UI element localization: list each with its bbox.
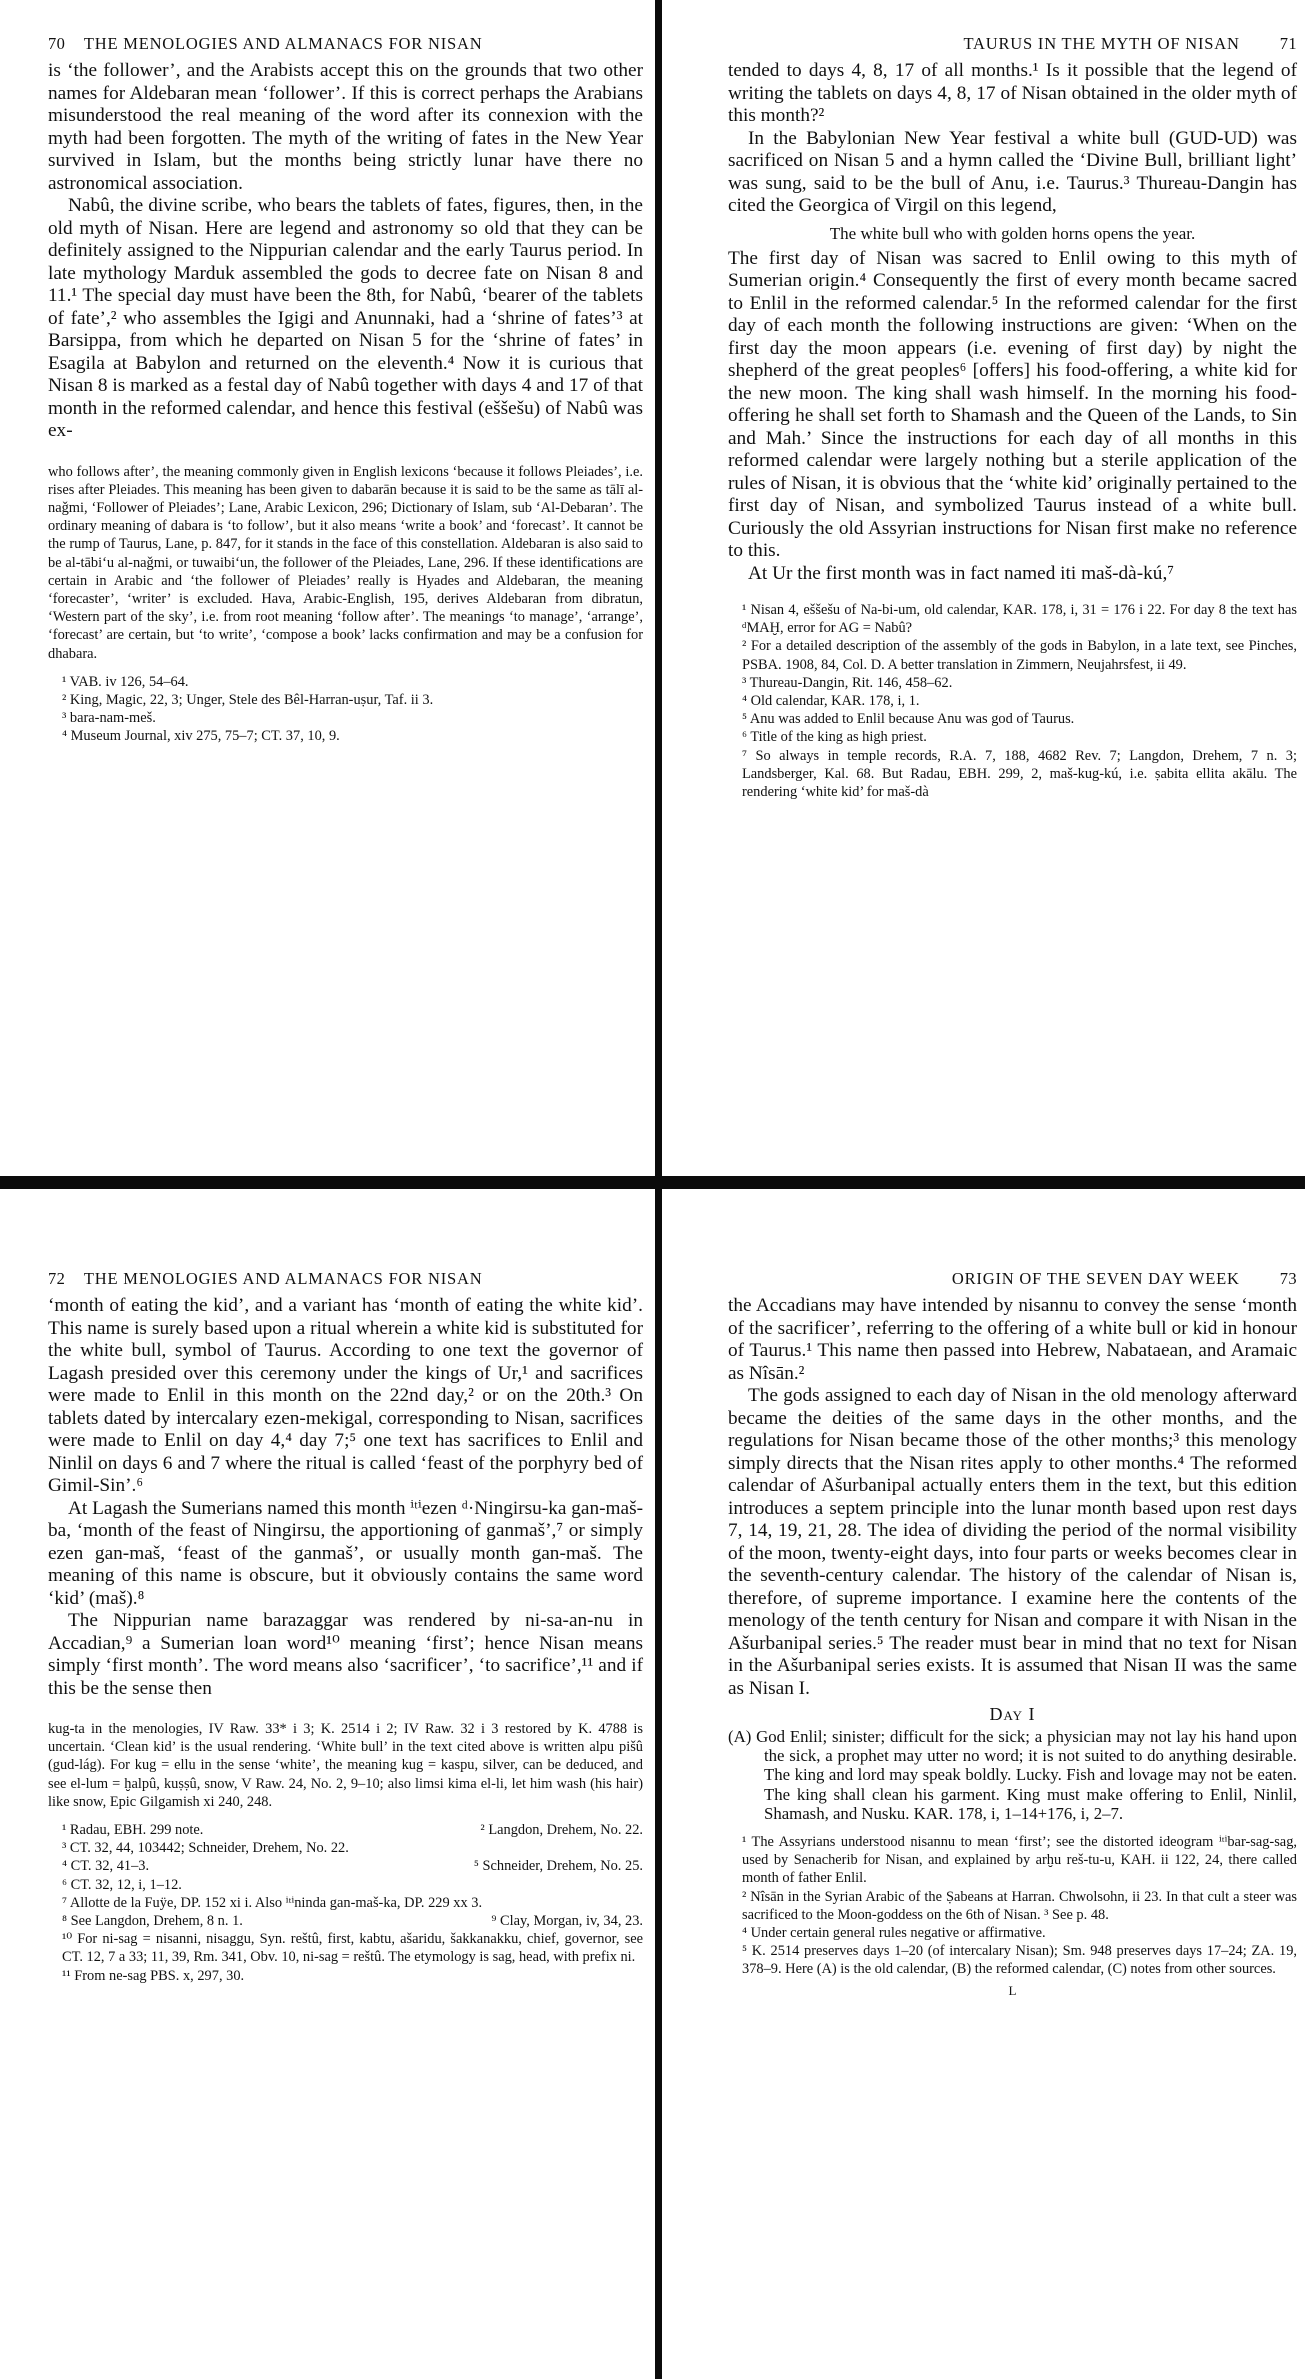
footnote: ¹ Radau, EBH. 299 note. [62,1822,204,1839]
footnotes [48,1821,643,1985]
footnote: ⁷ So always in temple records, R.A. 7, 188, 4682 Rev. 7; Langdon, Drehem, 7 n. 3; Landsberger, Kal. 68. But Radau, EBH. 299, 2, maš-kug-kú, i.e. ṣabita ellita akālu. The rendering ‘white kid’ for maš-dà [742,747,1297,801]
paragraph: At Ur the first month was in fact named iti maš-dà-kú,⁷ [748,562,1174,584]
paragraph: The first day of Nisan was sacred to Enlil owing to this myth of Sumerian origin.⁴ Consequently the first of every month became sacred to Enlil in the reformed calendar.⁵ In the reformed calendar for the first day of each month the following instructions are given: ‘When on the first day the moon appears (i.e. evening of first day) by night the shepherd of the great peoples⁶ [offers] his food-offering, a white kid for the new moon. The king shall wash himself. In the morning his food-offering he shall set forth to Shamash and the Queen of the Lands, to Sin and Mah.’ Since the instructions for each day of all months in this reformed calendar were largely nothing but a sterile application of the rules of Nisan, it is obvious that the ‘white kid’ originally pertained to the first day of Nisan, and symbolized Taurus instead of a white bull. Curiously the old Assyrian instructions for Nisan first make no reference to this. [728,247,1297,561]
paragraph: Nabû, the divine scribe, who bears the tablets of fates, figures, then, in the old myth of Nisan. Here are legend and astronomy so old that they can be definitely assigned to the Nippurian calendar and the early Taurus period. In late mythology Marduk assembled the gods to decree fate on Nisan 8 and 11.¹ The special day must have been the 8th, for Nabû, ‘bearer of the tablets of fate’,² who assembles the Igigi and Anunnaki, had a ‘shrine of fates’³ at Barsippa, from which he departed on Nisan 5 for the ‘shrine of fates’ in Esagila at Babylon and returned on the eleventh.⁴ Now it is curious that Nisan 8 is marked as a festal day of Nabû together with days 4 and 17 of that month in the reformed calendar, and hence this festival (eššešu) of Nabû was ex- [48,195,643,441]
body-text [728,60,1297,585]
running-head [48,1269,643,1289]
footnote: ³ bara-nam-meš. [62,710,156,727]
continued-note [48,463,643,663]
block-quote: The white bull who with golden horns opens the year. [829,223,1196,243]
page-73 [662,1189,1305,2379]
footnote: ⁶ Title of the king as high priest. [742,729,927,746]
footnote: ⁴ CT. 32, 41–3. [62,1858,150,1875]
footnotes [728,1833,1297,1979]
page-number: 71 [1279,34,1297,53]
page-70 [0,0,655,1176]
footnote: ⁸ See Langdon, Drehem, 8 n. 1. [62,1913,243,1930]
body-text [48,1295,643,1700]
body-text [728,1295,1297,1700]
paragraph: The Nippurian name barazaggar was rendered by ni-sa-an-nu in Accadian,⁹ a Sumerian loan word¹⁰ meaning ‘first’; hence Nisan means simply ‘first month’. The word means also ‘sacrificer’, ‘to sacrifice’,¹¹ and if this be the sense then [48,1610,643,1699]
footnote-row [48,1912,643,1930]
footnote: ² King, Magic, 22, 3; Unger, Stele des Bêl-Harran-uṣur, Taf. ii 3. [62,691,434,708]
continued-note [48,1720,643,1811]
page-71 [662,0,1305,1176]
body-text [48,60,643,443]
paragraph: ‘month of eating the kid’, and a variant has ‘month of eating the white kid’. This name is surely based upon a ritual wherein a white kid is substituted for the white bull, symbol of Taurus. According to one text the governor of Lagash presided over this ceremony under the kings of Ur,¹ and sacrifices were made to Enlil in this month on the 22nd day,² or on the 20th.³ On tablets dated by intercalary ezen-mekigal, corresponding to Nisan, sacrifices were made to Enlil on day 4,⁴ day 7;⁵ one text has sacrifices to Enlil and Ninlil on days 6 and 7 where the ritual is called ‘feast of the porphyry bed of Gimil-Sin’.⁶ [48,1295,643,1496]
signature-mark: L [1008,1982,1017,1998]
section-heading: Day I [989,1704,1036,1724]
footnote: ¹⁰ For ni-sag = nisanni, nisaggu, Syn. reštû, first, kabtu, ašaridu, šakkanakku, chief, governor, see CT. 12, 7 a 33; 11, 39, Rm. 341, Obv. 10, ni-sag = reštû. The etymology is sag, head, with prefix ni. [62,1931,643,1966]
running-head-title: TAURUS IN THE MYTH OF NISAN [963,34,1240,53]
note-paragraph: kug-ta in the menologies, IV Raw. 33* i 3; K. 2514 i 2; IV Raw. 32 i 3 restored by K. 4788 is uncertain. ‘Clean kid’ is the usual rendering. ‘White bull’ in the text cited above is written alpu pišû (gud-lág). For kug = ellu in the sense ‘white’, the meaning kug = kaspu, silver, can be deduced, and see el-lum = ḫalpû, kuṣṣû, snow, V Raw. 24, No. 2, 9–10; also limsi kima el-li, let him wash (his hair) like snow, Epic Gilgamish xi 240, 248. [48,1721,643,1810]
footnote: ¹ The Assyrians understood nisannu to mean ‘first’; see the distorted ideogram ⁱᵗⁱbar-sag-sag, used by Senacherib for Nisan, and explained by arḫu reš-tu-u, KAH. ii 122, 24, there called month of father Enlil. [742,1834,1297,1887]
running-head-title: THE MENOLOGIES AND ALMANACS FOR NISAN [83,34,483,53]
paragraph: tended to days 4, 8, 17 of all months.¹ Is it possible that the legend of writing the tablets on days 4, 8, 17 of Nisan obtained in the older myth of this month?² [728,60,1297,126]
footnote: ¹ Nisan 4, eššešu of Na-bi-um, old calendar, KAR. 178, i, 31 = 176 i 22. For day 8 the text has ᵈMAḪ, error for AG = Nabû? [742,602,1297,637]
footnote: ⁹ Clay, Morgan, iv, 34, 23. [491,1913,643,1930]
footnote: ³ CT. 32, 44, 103442; Schneider, Drehem, No. 22. [62,1840,349,1857]
footnote-row [48,1839,643,1857]
footnote: ¹¹ From ne-sag PBS. x, 297, 30. [62,1967,245,1984]
running-head-title: ORIGIN OF THE SEVEN DAY WEEK [951,1269,1240,1288]
running-head-title: THE MENOLOGIES AND ALMANACS FOR NISAN [83,1269,483,1288]
note-paragraph: who follows after’, the meaning commonly given in English lexicons ‘because it follows Pleiades’, i.e. rises after Pleiades. This meaning has been given to dabarān because it is said to be the same as tālī al-naǧmi, ‘Follower of Pleiades’; Lane, Arabic Lexicon, 296; Dictionary of Islam, sub ‘Al-Debaran’. The ordinary meaning of dabara is ‘to follow’, but it also means ‘write a book’ and ‘forecast’. It cannot be the rump of Taurus, Lane, p. 847, for it stands in the face of this constellation. Aldebaran is also said to be al-tābi‘u al-naǧmi, or tuwaibi‘un, the follower of the Pleiades, Lane, 296. If these identifications are certain in Arabic and ‘the follower of Pleiades’ really is Hyades and Aldebaran, the meaning ‘forecaster’, ‘writer’ is excluded. Hava, Arabic-English, 195, derives Aldebaran from dibratun, ‘Western part of the sky’, i.e. from root meaning ‘follow after’. The meanings ‘to manage’, ‘arrange’, ‘forecast’ are certain, but ‘to write’, ‘compose a book’ lacks confirmation and may be a confusion for dhabara. [48,463,643,662]
paragraph: At Lagash the Sumerians named this month ⁱᵗⁱezen ᵈ·Ningirsu-ka gan-maš-ba, ‘month of the feast of Ningirsu, the apportioning of ganmaš’,⁷ or simply ezen gan-maš, ‘feast of the ganmaš’, or usually month gan-maš. The meaning of this name is obscure, but it obviously contains the same word ‘kid’ (maš).⁸ [48,1497,643,1609]
paragraph: In the Babylonian New Year festival a white bull (GUD-UD) was sacrificed on Nisan 5 and a hymn called the ‘Divine Bull, brilliant light’ was sung, said to be the bull of Anu, i.e. Taurus.³ Thureau-Dangin has cited the Georgica of Virgil on this legend, [728,127,1297,216]
paragraph: The gods assigned to each day of Nisan in the old menology afterward became the deities of the same days in the other months, and the regulations for Nisan became those of the other months;³ this menology simply directs that the Nisan rites apply to other months.⁴ The reformed calendar of Ašurbanipal actually enters them in the text, but this edition introduces a septem principle into the lunar month based upon rest days 7, 14, 19, 21, 28. The idea of dividing the period of the normal visibility of the moon, twenty-eight days, into four parts or weeks becomes clear in the seventh-century calendar. The history of the calendar of Nisan is, therefore, of supreme importance. I examine here the contents of the menology of the tenth century for Nisan and compare it with Nisan in the Ašurbanipal series.⁵ The reader must bear in mind that no text for Nisan in the Ašurbanipal series exists. It is assumed that Nisan II was the same as Nisan I. [728,1385,1297,1699]
running-head [728,1269,1297,1289]
footnote: ⁶ CT. 32, 12, i, 1–12. [62,1876,182,1893]
page-number: 70 [48,34,66,53]
footnote: ⁵ Anu was added to Enlil because Anu was god of Taurus. [742,711,1075,728]
spread-divider [0,1176,1305,1189]
footnotes [48,673,643,746]
footnote: ² Nîsān in the Syrian Arabic of the Ṣabeans at Harran. Chwolsohn, ii 23. In that cult a steer was sacrificed to the Moon-goddess on the 6th of Nisan. ³ See p. 48. [742,1888,1297,1923]
paragraph: is ‘the follower’, and the Arabists accept this on the grounds that two other names for Aldebaran mean ‘follower’. If this is correct perhaps the Arabians misunderstood the real meaning of the word after its connexion with the myth had been forgotten. The myth of the writing of fates in the New Year survived in Islam, but the months being strictly lunar have there no astronomical association. [48,60,643,194]
footnote-row [48,1821,643,1839]
page-gutter [655,0,662,2379]
running-head [728,34,1297,54]
footnote: ² Langdon, Drehem, No. 22. [480,1822,643,1839]
footnote: ⁵ Schneider, Drehem, No. 25. [473,1858,643,1875]
footnote-row [48,1857,643,1875]
footnote: ⁷ Allotte de la Fuÿe, DP. 152 xi i. Also ⁱᵗⁱninda gan-maš-ka, DP. 229 xx 3. [62,1894,483,1911]
running-head [48,34,643,54]
page-72 [0,1189,655,2379]
page-number: 73 [1279,1269,1297,1288]
paragraph: the Accadians may have intended by nisannu to convey the sense ‘month of the sacrificer’, referring to the offering of a white bull or kid in honour of Taurus.¹ This name then passed into Hebrew, Nabataean, and Aramaic as Nîsān.² [728,1295,1297,1384]
footnote-row [48,1876,643,1894]
footnote: ³ Thureau-Dangin, Rit. 146, 458–62. [742,674,953,691]
footnote: ⁴ Under certain general rules negative or affirmative. [742,1925,1046,1942]
footnotes [728,601,1297,801]
footnote: ⁵ K. 2514 preserves days 1–20 (of intercalary Nisan); Sm. 948 preserves days 17–24; ZA. 19, 378–9. Here (A) is the old calendar, (B) the reformed calendar, (C) notes from other sources. [742,1943,1297,1978]
footnote: ² For a detailed description of the assembly of the gods in Babylon, in a late text, see Pinches, PSBA. 1908, 84, Col. D. A better translation in Zimmern, Neujahrsfest, ii 49. [742,638,1297,673]
page-number: 72 [48,1269,66,1288]
footnote: ⁴ Old calendar, KAR. 178, i, 1. [742,693,920,710]
menology-entry: (A) God Enlil; sinister; difficult for the sick; a physician may not lay his hand upon the sick, a prophet may utter no word; it is not suited to do anything desirable. The king and lord may speak boldly. Lucky. Fish and lovage may not be eaten. The king shall clean his garment. King must make offering to Enlil, Ninlil, Shamash, and Nusku. KAR. 178, i, 1–14+176, i, 2–7. [728,1727,1297,1823]
footnote: ¹ VAB. iv 126, 54–64. [62,673,189,690]
footnote: ⁴ Museum Journal, xiv 275, 75–7; CT. 37, 10, 9. [62,728,340,745]
